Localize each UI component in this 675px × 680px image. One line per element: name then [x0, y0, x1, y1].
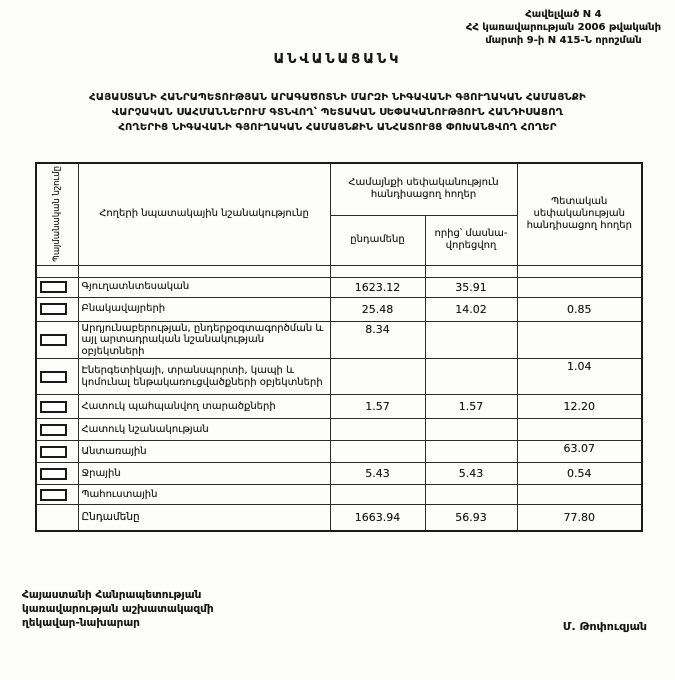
cell-state [517, 321, 642, 359]
land-table [35, 162, 643, 532]
cell-of-which: 1.57 [425, 395, 517, 419]
cell-total [330, 441, 425, 463]
symbol-cell [36, 463, 78, 485]
document-title: ԱՆՎԱՆԱՑԱՆԿ [273, 52, 402, 67]
cell-of-which: 56.93 [425, 505, 517, 531]
symbol-cell [36, 321, 78, 359]
cell-total: 1.57 [330, 395, 425, 419]
cell-of-which [425, 485, 517, 505]
table-row [36, 277, 642, 297]
document-subtitle [0, 90, 675, 135]
total-row [36, 505, 642, 531]
table-row [36, 419, 642, 441]
legend-swatch [40, 303, 67, 315]
cell-state: 0.85 [517, 297, 642, 321]
annex-decree-line: մարտի 9-ի N 415-Ն որոշման [485, 35, 642, 46]
legend-swatch [40, 334, 67, 346]
spacer-cell [517, 265, 642, 277]
legend-swatch [40, 489, 67, 501]
cell-total: 1623.12 [330, 277, 425, 297]
annex-reference [466, 8, 661, 47]
row-label: Արդյունաբերության, ընդերքօգտագործման և այլ արտադրական նշանակության օբյեկտների [78, 321, 330, 359]
symbol-cell [36, 395, 78, 419]
cell-of-which: 5.43 [425, 463, 517, 485]
symbol-cell [36, 297, 78, 321]
subtitle-line: ՎԱՐՉԱԿԱՆ ՍԱՀՄԱՆՆԵՐՈՒՄ ԳՏՆՎՈՂ՝ ՊԵՏԱԿԱՆ ՍԵՓԱԿԱՆՈՒԹՅՈՒՆ ՀԱՆԴԻՍԱՑՈՂ [111, 107, 564, 118]
symbol-cell [36, 505, 78, 531]
cell-state: 77.80 [517, 505, 642, 531]
table-row [36, 463, 642, 485]
state-column-header: Պետական սեփականության հանդիսացող հողեր [517, 163, 642, 265]
cell-state: 63.07 [517, 441, 642, 463]
signature-line: Հայաստանի Հանրապետության [22, 589, 202, 601]
row-label: Էներգետիկայի, տրանսպորտի, կապի և կոմունալ ենթակառուցվածքների օբյեկտների [78, 359, 330, 395]
row-label: Անտառային [78, 441, 330, 463]
cell-total: 8.34 [330, 321, 425, 359]
table-row [36, 297, 642, 321]
cell-of-which: 35.91 [425, 277, 517, 297]
cell-total: 5.43 [330, 463, 425, 485]
cell-state [517, 419, 642, 441]
cell-state: 12.20 [517, 395, 642, 419]
cell-state: 0.54 [517, 463, 642, 485]
table-row [36, 359, 642, 395]
cell-total: 25.48 [330, 297, 425, 321]
legend-swatch [40, 424, 67, 436]
subtitle-line: ՀԱՅԱՍՏԱՆԻ ՀԱՆՐԱՊԵՏՈՒԹՅԱՆ ԱՐԱԳԱԾՈՏՆԻ ՄԱՐԶԻ ՆԻԳԱՎԱՆԻ ԳՅՈՒՂԱԿԱՆ ՀԱՄԱՅՆՔԻ [89, 92, 586, 103]
legend-swatch [40, 446, 67, 458]
signatory-name: Մ. Թոփուզյան [562, 620, 647, 633]
table-row [36, 441, 642, 463]
cell-total [330, 419, 425, 441]
spacer-cell [36, 265, 78, 277]
community-group-header: Համայնքի սեփականություն հանդիսացող հողեր [330, 163, 517, 215]
row-label: Ջրային [78, 463, 330, 485]
legend-swatch [40, 401, 67, 413]
row-label: Բնակավայրերի [78, 297, 330, 321]
table-row [36, 395, 642, 419]
spacer-cell [78, 265, 330, 277]
cell-of-which [425, 419, 517, 441]
row-label: Հատուկ նշանակության [78, 419, 330, 441]
signature-line: ղեկավար-նախարար [22, 617, 140, 629]
table-row [36, 321, 642, 359]
total-column-header: ընդամենը [330, 215, 425, 265]
row-label: Հատուկ պահպանվող տարածքների [78, 395, 330, 419]
annex-gov-line: ՀՀ կառավարության 2006 թվականի [465, 22, 661, 33]
purpose-column-header: Հողերի նպատակային նշանակությունը [78, 163, 330, 265]
cell-total [330, 359, 425, 395]
spacer-cell [330, 265, 425, 277]
cell-state [517, 277, 642, 297]
symbol-cell [36, 485, 78, 505]
row-label: Գյուղատնտեսական [78, 277, 330, 297]
cell-of-which [425, 441, 517, 463]
legend-swatch [40, 281, 67, 293]
total-row-label: Ընդամենը [78, 505, 330, 531]
signature-block [22, 588, 214, 630]
table-row [36, 485, 642, 505]
symbol-column-header-label: Պայմանական նշումը [52, 166, 63, 263]
symbol-cell [36, 441, 78, 463]
legend-swatch [40, 468, 67, 480]
of-which-column-header: որից՝ մասնա-վորեցվող [425, 215, 517, 265]
annex-number: Հավելված N 4 [525, 9, 602, 20]
symbol-column-header [36, 163, 78, 265]
cell-state: 1.04 [517, 359, 642, 395]
signature-line: կառավարության աշխատակազմի [22, 603, 214, 615]
symbol-cell [36, 419, 78, 441]
cell-of-which [425, 359, 517, 395]
legend-swatch [40, 371, 67, 383]
cell-total: 1663.94 [330, 505, 425, 531]
symbol-cell [36, 359, 78, 395]
cell-state [517, 485, 642, 505]
spacer-cell [425, 265, 517, 277]
cell-of-which [425, 321, 517, 359]
cell-of-which: 14.02 [425, 297, 517, 321]
spacer-row [36, 265, 642, 277]
subtitle-line: ՀՈՂԵՐԻՑ ՆԻԳԱՎԱՆԻ ԳՅՈՒՂԱԿԱՆ ՀԱՄԱՅՆՔԻՆ ԱՆՀԱՏՈՒՅՑ ՓՈԽԱՆՑՎՈՂ ՀՈՂԵՐ [118, 122, 557, 133]
cell-total [330, 485, 425, 505]
row-label: Պահուստային [78, 485, 330, 505]
symbol-cell [36, 277, 78, 297]
